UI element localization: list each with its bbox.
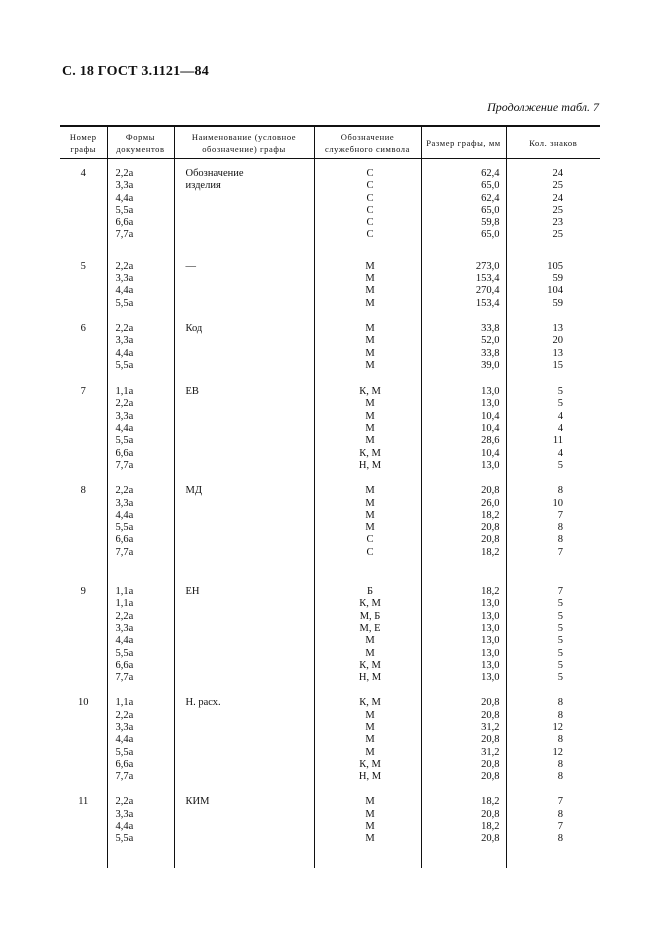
count-cell (506, 472, 600, 559)
graph-size: 13,0 (481, 398, 500, 410)
char-count: 8 (557, 808, 563, 820)
name-cell (174, 372, 314, 472)
service-symbol: С (366, 192, 374, 204)
graph-size: 33,8 (481, 322, 500, 334)
char-count: 5 (557, 610, 563, 622)
document-form: 2,2а (115, 610, 134, 622)
document-form: 2,2а (115, 796, 134, 808)
graph-name: МД (185, 485, 202, 497)
graph-size: 39,0 (481, 359, 500, 371)
graph-name: — (185, 260, 196, 272)
size-cell (421, 684, 506, 783)
document-form: 5,5а (115, 522, 134, 534)
char-count: 5 (557, 386, 563, 398)
forms-cell (107, 159, 174, 242)
graph-number-cell (60, 159, 107, 242)
service-symbol: М (365, 273, 375, 285)
char-count: 8 (557, 522, 563, 534)
graph-number: 7 (80, 386, 86, 398)
char-count: 24 (552, 192, 563, 204)
column-header-forms: Формы документов (107, 126, 174, 159)
char-count: 4 (557, 423, 563, 435)
char-count: 8 (557, 734, 563, 746)
char-count: 5 (557, 659, 563, 671)
service-symbol: С (366, 534, 374, 546)
forms-cell (107, 783, 174, 845)
table-row (60, 372, 600, 472)
service-symbol: М (365, 285, 375, 297)
symbol-cell (314, 310, 421, 372)
graph-number: 8 (80, 485, 86, 497)
name-cell (174, 783, 314, 845)
graph-size: 18,2 (481, 821, 500, 833)
table-row (60, 783, 600, 845)
char-count: 7 (557, 821, 563, 833)
char-count: 8 (557, 534, 563, 546)
graph-number-cell (60, 242, 107, 310)
name-cell (174, 310, 314, 372)
table-header (60, 126, 600, 159)
document-form: 1,1а (115, 697, 134, 709)
graph-number-cell (60, 472, 107, 559)
table-row (60, 559, 600, 684)
graph-size: 62,4 (481, 168, 500, 179)
service-symbol: М (365, 423, 375, 435)
size-cell (421, 783, 506, 845)
symbol-cell (314, 372, 421, 472)
document-form: 3,3а (115, 622, 134, 634)
graph-size: 65,0 (481, 204, 500, 216)
graph-number: 6 (80, 322, 86, 334)
service-symbol: М (365, 398, 375, 410)
graph-name: Н. расх. (185, 697, 221, 709)
graph-size: 13,0 (481, 459, 500, 471)
graph-size: 270,4 (475, 285, 500, 297)
graph-size: 20,8 (481, 534, 500, 546)
symbol-cell (314, 159, 421, 242)
document-form: 7,7а (115, 229, 134, 241)
table-row (60, 472, 600, 559)
table-row (60, 159, 600, 242)
service-symbol: Н, М (358, 459, 382, 471)
service-symbol: М (365, 509, 375, 521)
service-symbol: М (365, 522, 375, 534)
service-symbol: М, Б (359, 610, 381, 622)
char-count: 15 (552, 359, 563, 371)
graph-size: 26,0 (481, 497, 500, 509)
graph-name: КИМ (185, 796, 210, 808)
document-form: 6,6а (115, 758, 134, 770)
document-form: 5,5а (115, 359, 134, 371)
service-symbol: М (365, 359, 375, 371)
size-cell (421, 472, 506, 559)
service-symbol: М (365, 297, 375, 309)
document-form: 3,3а (115, 180, 134, 192)
char-count: 59 (552, 297, 563, 309)
document-form: 4,4а (115, 192, 134, 204)
forms-cell (107, 559, 174, 684)
char-count: 5 (557, 622, 563, 634)
graph-size: 20,8 (481, 697, 500, 709)
table-row (60, 684, 600, 783)
graph-size: 13,0 (481, 598, 500, 610)
graph-name: ЕВ (185, 386, 199, 398)
count-cell (506, 684, 600, 783)
graph-number-cell (60, 372, 107, 472)
char-count: 10 (552, 497, 563, 509)
graph-size: 10,4 (481, 423, 500, 435)
document-form: 2,2а (115, 168, 134, 179)
graph-size: 20,8 (481, 709, 500, 721)
forms-cell (107, 684, 174, 783)
graph-size: 31,2 (481, 746, 500, 758)
graph-number: 11 (78, 796, 89, 808)
document-form: 7,7а (115, 771, 134, 783)
char-count: 20 (552, 335, 563, 347)
symbol-cell (314, 783, 421, 845)
document-form: 1,1а (115, 386, 134, 398)
char-count: 105 (547, 260, 563, 272)
graph-size: 153,4 (475, 273, 500, 285)
graph-name: изделия (185, 180, 221, 192)
document-form: 3,3а (115, 721, 134, 733)
service-symbol: М (365, 497, 375, 509)
char-count: 7 (557, 796, 563, 808)
service-symbol: М (365, 322, 375, 334)
char-count: 23 (552, 217, 563, 229)
document-form: 2,2а (115, 322, 134, 334)
document-form: 3,3а (115, 335, 134, 347)
char-count: 4 (557, 447, 563, 459)
document-form: 7,7а (115, 672, 134, 684)
graph-size: 52,0 (481, 335, 500, 347)
graph-number: 4 (80, 168, 86, 179)
service-symbol: К, М (359, 697, 381, 709)
char-count: 11 (552, 435, 563, 447)
service-symbol: С (366, 180, 374, 192)
symbol-cell (314, 559, 421, 684)
char-count: 7 (557, 586, 563, 598)
service-symbol: Н, М (358, 771, 382, 783)
document-form: 3,3а (115, 497, 134, 509)
count-cell (506, 372, 600, 472)
document-form: 5,5а (115, 647, 134, 659)
service-symbol: М (365, 435, 375, 447)
document-form: 4,4а (115, 734, 134, 746)
service-symbol: М (365, 260, 375, 272)
char-count: 104 (547, 285, 563, 297)
service-symbol: М (365, 746, 375, 758)
graph-size: 13,0 (481, 386, 500, 398)
service-symbol: С (366, 229, 374, 241)
service-symbol: М (365, 734, 375, 746)
graph-size: 31,2 (481, 721, 500, 733)
service-symbol: М (365, 485, 375, 497)
document-form: 2,2а (115, 485, 134, 497)
document-form: 4,4а (115, 423, 134, 435)
service-symbol: М (365, 808, 375, 820)
document-form: 5,5а (115, 746, 134, 758)
size-cell (421, 559, 506, 684)
char-count: 8 (557, 758, 563, 770)
name-cell (174, 684, 314, 783)
service-symbol: К, М (359, 447, 381, 459)
name-cell (174, 242, 314, 310)
document-form: 6,6а (115, 534, 134, 546)
column-header-count: Кол. знаков (506, 126, 600, 159)
name-cell (174, 472, 314, 559)
document-form: 4,4а (115, 635, 134, 647)
service-symbol: К, М (359, 758, 381, 770)
document-form: 5,5а (115, 204, 134, 216)
char-count: 5 (557, 459, 563, 471)
document-form: 4,4а (115, 821, 134, 833)
document-form: 5,5а (115, 833, 134, 845)
page-header: С. 18 ГОСТ 3.1121—84 (62, 64, 209, 79)
document-form: 1,1а (115, 598, 134, 610)
document-form: 3,3а (115, 410, 134, 422)
document-form: 5,5а (115, 435, 134, 447)
service-symbol: М (365, 833, 375, 845)
char-count: 59 (552, 273, 563, 285)
char-count: 5 (557, 672, 563, 684)
graph-number: 5 (80, 260, 86, 272)
document-form: 2,2а (115, 709, 134, 721)
char-count: 7 (557, 546, 563, 558)
graph-size: 33,8 (481, 347, 500, 359)
graph-number-cell (60, 559, 107, 684)
graph-size: 13,0 (481, 635, 500, 647)
forms-cell (107, 472, 174, 559)
char-count: 25 (552, 180, 563, 192)
document-form: 7,7а (115, 546, 134, 558)
forms-cell (107, 310, 174, 372)
char-count: 24 (552, 168, 563, 179)
service-symbol: К, М (359, 659, 381, 671)
char-count: 12 (552, 721, 563, 733)
graph-size: 20,8 (481, 522, 500, 534)
service-symbol: С (366, 546, 374, 558)
service-symbol: М, Е (359, 622, 381, 634)
service-symbol: С (366, 217, 374, 229)
graph-table (60, 125, 600, 868)
size-cell (421, 159, 506, 242)
document-form: 3,3а (115, 808, 134, 820)
forms-cell (107, 242, 174, 310)
char-count: 4 (557, 410, 563, 422)
table-body (60, 159, 600, 846)
service-symbol: М (365, 721, 375, 733)
service-symbol: М (365, 796, 375, 808)
graph-size: 20,8 (481, 808, 500, 820)
document-form: 2,2а (115, 260, 134, 272)
char-count: 5 (557, 598, 563, 610)
graph-number: 9 (80, 586, 86, 598)
service-symbol: М (365, 635, 375, 647)
count-cell (506, 310, 600, 372)
char-count: 5 (557, 647, 563, 659)
char-count: 13 (552, 322, 563, 334)
graph-size: 273,0 (475, 260, 500, 272)
service-symbol: М (365, 709, 375, 721)
document-form: 6,6а (115, 217, 134, 229)
graph-name: Обозначение (185, 168, 244, 179)
graph-number-cell (60, 310, 107, 372)
service-symbol: К, М (359, 598, 381, 610)
symbol-cell (314, 472, 421, 559)
graph-name: Код (185, 322, 203, 334)
graph-size: 10,4 (481, 447, 500, 459)
graph-size: 20,8 (481, 758, 500, 770)
column-header-name: Наименование (условное обозначение) графы (174, 126, 314, 159)
count-cell (506, 783, 600, 845)
graph-size: 18,2 (481, 546, 500, 558)
size-cell (421, 372, 506, 472)
char-count: 8 (557, 485, 563, 497)
char-count: 12 (552, 746, 563, 758)
column-header-num: Номер графы (60, 126, 107, 159)
char-count: 8 (557, 771, 563, 783)
char-count: 25 (552, 229, 563, 241)
service-symbol: С (366, 168, 374, 179)
graph-size: 62,4 (481, 192, 500, 204)
service-symbol: Н, М (358, 672, 382, 684)
graph-number-cell (60, 684, 107, 783)
graph-size: 18,2 (481, 796, 500, 808)
service-symbol: М (365, 821, 375, 833)
count-cell (506, 159, 600, 242)
graph-size: 13,0 (481, 622, 500, 634)
char-count: 7 (557, 509, 563, 521)
symbol-cell (314, 242, 421, 310)
forms-cell (107, 372, 174, 472)
graph-size: 28,6 (481, 435, 500, 447)
graph-size: 20,8 (481, 833, 500, 845)
char-count: 5 (557, 398, 563, 410)
graph-size: 18,2 (481, 586, 500, 598)
count-cell (506, 559, 600, 684)
service-symbol: М (365, 347, 375, 359)
table-row (60, 242, 600, 310)
name-cell (174, 559, 314, 684)
graph-size: 13,0 (481, 647, 500, 659)
document-form: 1,1а (115, 586, 134, 598)
graph-size: 59,8 (481, 217, 500, 229)
graph-size: 10,4 (481, 410, 500, 422)
graph-size: 13,0 (481, 610, 500, 622)
document-form: 4,4а (115, 509, 134, 521)
document-form: 6,6а (115, 659, 134, 671)
symbol-cell (314, 684, 421, 783)
graph-size: 13,0 (481, 672, 500, 684)
document-form: 2,2а (115, 398, 134, 410)
graph-size: 13,0 (481, 659, 500, 671)
service-symbol: Б (366, 586, 374, 598)
graph-size: 18,2 (481, 509, 500, 521)
graph-size: 65,0 (481, 229, 500, 241)
document-form: 6,6а (115, 447, 134, 459)
graph-size: 65,0 (481, 180, 500, 192)
table-continuation-note: Продолжение табл. 7 (487, 100, 599, 114)
table-row (60, 310, 600, 372)
document-form: 4,4а (115, 285, 134, 297)
size-cell (421, 310, 506, 372)
column-header-size: Размер графы, мм (421, 126, 506, 159)
table-bottom-spacer (60, 846, 600, 868)
graph-size: 153,4 (475, 297, 500, 309)
count-cell (506, 242, 600, 310)
graph-size: 20,8 (481, 734, 500, 746)
service-symbol: М (365, 647, 375, 659)
graph-size: 20,8 (481, 485, 500, 497)
service-symbol: М (365, 335, 375, 347)
char-count: 5 (557, 635, 563, 647)
name-cell (174, 159, 314, 242)
size-cell (421, 242, 506, 310)
char-count: 8 (557, 833, 563, 845)
char-count: 8 (557, 697, 563, 709)
document-form: 5,5а (115, 297, 134, 309)
graph-number-cell (60, 783, 107, 845)
document-form: 4,4а (115, 347, 134, 359)
graph-number: 10 (78, 697, 89, 709)
char-count: 8 (557, 709, 563, 721)
column-header-symbol: Обозначение служебного символа (314, 126, 421, 159)
graph-name: ЕН (185, 586, 200, 598)
document-form: 7,7а (115, 459, 134, 471)
document-form: 3,3а (115, 273, 134, 285)
char-count: 13 (552, 347, 563, 359)
graph-size: 20,8 (481, 771, 500, 783)
service-symbol: С (366, 204, 374, 216)
char-count: 25 (552, 204, 563, 216)
service-symbol: М (365, 410, 375, 422)
service-symbol: К, М (359, 386, 381, 398)
